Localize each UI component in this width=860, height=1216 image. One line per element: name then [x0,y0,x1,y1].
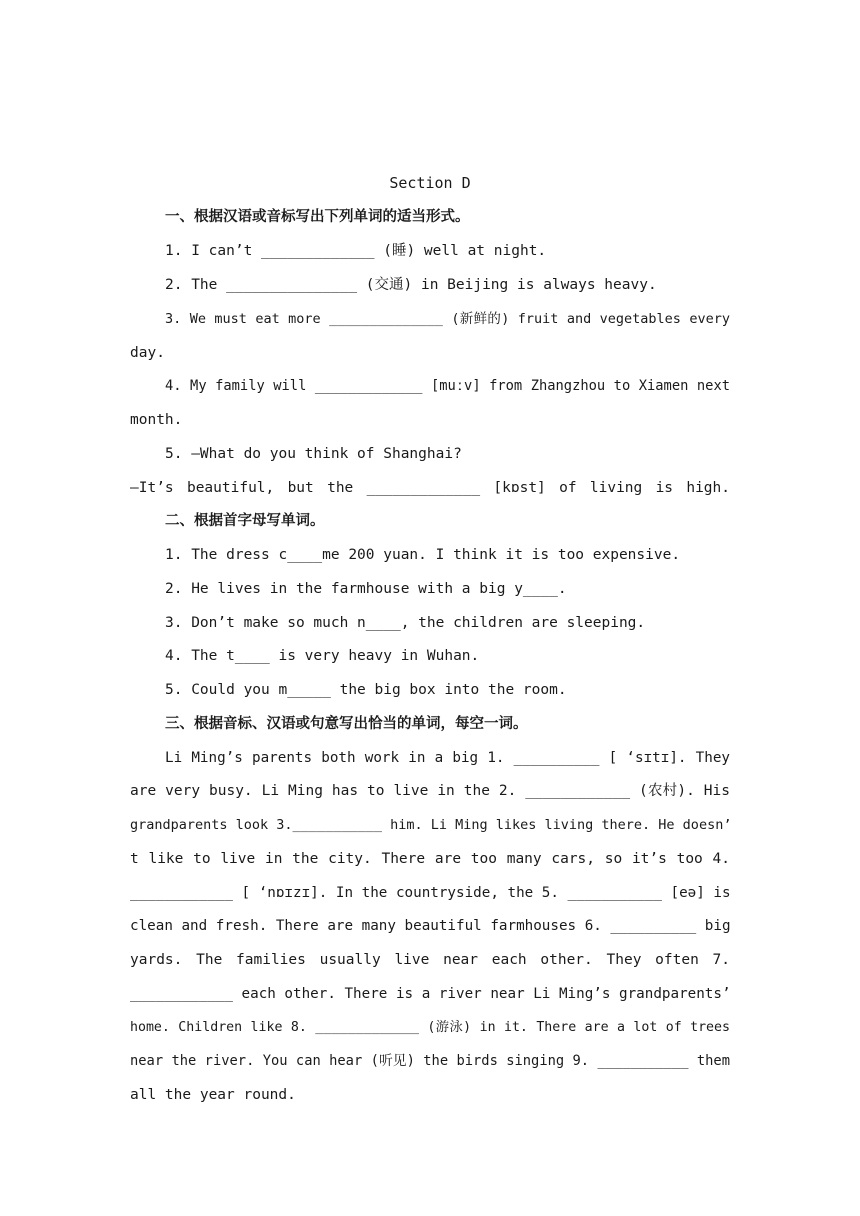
s2-question-4: 4. The t____ is very heavy in Wuhan. [165,648,480,664]
s2-question-5: 5. Could you m_____ the big box into the room. [165,682,567,698]
s3-passage-line-5: ____________ [ ‘nɒɪzɪ]. In the countryside, the 5. ___________ [eə] is [130,885,731,901]
s1-question-3-line2: day. [130,345,165,361]
s1-question-1: 1. I can’t _____________ (睡) well at night. [165,243,547,259]
s3-passage-line-9: home. Children like 8. _____________ (游泳) in it. There are a lot of trees [130,1020,730,1035]
s2-question-3: 3. Don’t make so much n____, the children are sleeping. [165,615,646,631]
section2-heading: 二、根据首字母写单词。 [165,513,325,529]
s3-passage-line-4: t like to live in the city. There are too many cars, so it’s too 4. [130,851,730,867]
s3-passage-line-2: are very busy. Li Ming has to live in the 2. ____________ (农村). His [130,783,730,799]
s3-passage-line-8: ____________ each other. There is a river near Li Ming’s grandparents’ [130,986,731,1002]
s3-passage-line-7: yards. The families usually live near each other. They often 7. [130,952,730,968]
s1-question-2: 2. The _______________ (交通) in Beijing is always heavy. [165,277,657,293]
s1-question-5-line1: 5. —What do you think of Shanghai? [165,446,462,462]
s1-question-4-line2: month. [130,412,183,428]
section3-heading: 三、根据音标、汉语或句意写出恰当的单词，每空一词。 [165,716,528,732]
s3-passage-line-1: Li Ming’s parents both work in a big 1. __________ [ ‘sɪtɪ]. They [165,750,730,766]
s1-question-3-line1: 3. We must eat more ______________ (新鲜的) fruit and vegetables every [165,311,730,327]
s2-question-2: 2. He lives in the farmhouse with a big y____. [165,581,567,597]
s2-question-1: 1. The dress c____me 200 yuan. I think it is too expensive. [165,547,681,563]
s3-passage-line-3: grandparents look 3.___________ him. Li Ming likes living there. He doesn’ [130,817,732,833]
section1-heading: 一、根据汉语或音标写出下列单词的适当形式。 [165,209,470,225]
s3-passage-line-6: clean and fresh. There are many beautiful farmhouses 6. __________ big [130,918,731,934]
s1-question-5-line2: —It’s beautiful, but the _____________ [kɒst] of living is high. [130,480,730,496]
s3-passage-line-10: near the river. You can hear (听见) the birds singing 9. ___________ them [130,1053,730,1069]
s3-passage-line-11: all the year round. [130,1087,296,1103]
s1-question-4-line1: 4. My family will _____________ [muːv] from Zhangzhou to Xiamen next [165,378,730,394]
page-title: Section D [389,174,471,192]
